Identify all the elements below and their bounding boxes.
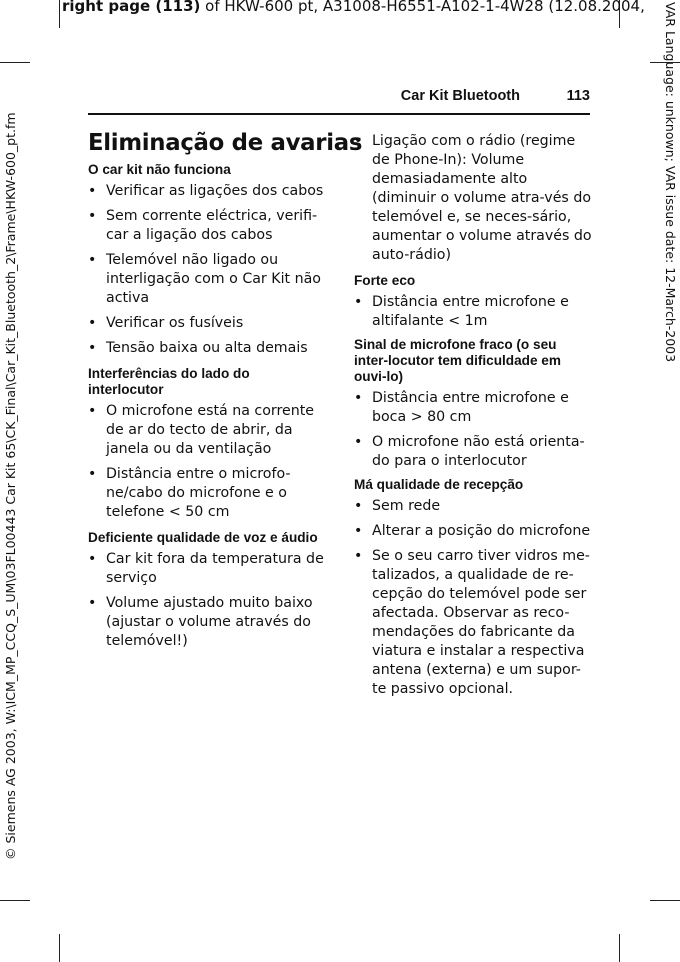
print-info-bold: right page (113) xyxy=(62,0,201,15)
bullet-list xyxy=(88,402,326,522)
crop-mark xyxy=(650,900,680,901)
bullet-list xyxy=(88,550,326,651)
page-title: Eliminação de avarias xyxy=(88,128,363,156)
header-title: Car Kit Bluetooth xyxy=(400,88,520,104)
list-item: • Distância entre microfone e boca > 80 cm xyxy=(354,389,592,427)
list-item: • Distância entre microfone e altifalante < 1m xyxy=(354,293,592,331)
crop-mark xyxy=(59,0,60,28)
bullet-list xyxy=(354,132,592,265)
page-number: 113 xyxy=(566,88,590,104)
list-item: • Car kit fora da temperatura de serviço xyxy=(88,550,326,588)
running-header xyxy=(88,88,590,110)
var-language-info: VAR Language: unknown; VAR issue date: 12-March-2003 xyxy=(663,2,678,363)
list-item: • Sem rede xyxy=(354,497,592,516)
crop-mark xyxy=(59,934,60,962)
crop-mark xyxy=(0,62,30,63)
list-item: • Sem corrente eléctrica, verifi-car a ligação dos cabos xyxy=(88,207,326,245)
section-heading: Forte eco xyxy=(354,273,416,288)
crop-mark xyxy=(0,900,30,901)
list-item: • Verificar os fusíveis xyxy=(88,314,326,333)
bullet-list xyxy=(88,182,326,358)
print-info-rest: of HKW-600 pt, A31008-H6551-A102-1-4W28 (12.08.2004, xyxy=(200,0,645,15)
crop-mark xyxy=(619,934,620,962)
section-heading: Má qualidade de recepção xyxy=(354,477,524,492)
left-column xyxy=(88,128,363,657)
list-item: • Telemóvel não ligado ou interligação com o Car Kit não activa xyxy=(88,251,326,308)
bullet-list xyxy=(354,497,592,699)
copyright-path: © Siemens AG 2003, W:\ICM_MP_CCQ_S_UM\03FL00443 Car Kit 65\CK_Final\Car_Kit_Bluetooth_2\Frame\HKW-600_pt.fm xyxy=(3,112,18,860)
header-rule xyxy=(88,113,590,115)
list-item: • Verificar as ligações dos cabos xyxy=(88,182,326,201)
section-heading: O car kit não funciona xyxy=(88,162,231,177)
right-column xyxy=(354,132,592,705)
list-item: • Distância entre o microfo-ne/cabo do microfone e o telefone < 50 cm xyxy=(88,465,326,522)
section-heading: Sinal de microfone fraco (o seu inter-locutor tem dificuldade em ouvi-lo) xyxy=(354,337,561,384)
list-item: • O microfone não está orienta-do para o interlocutor xyxy=(354,433,592,471)
bullet-list xyxy=(354,389,592,471)
list-item: • Alterar a posição do microfone xyxy=(354,522,592,541)
print-info-line xyxy=(62,0,645,15)
bullet-list xyxy=(354,293,592,331)
list-item: • O microfone está na corrente de ar do tecto de abrir, da janela ou da ventilação xyxy=(88,402,326,459)
section-heading: Interferências do lado do interlocutor xyxy=(88,366,250,397)
list-item: • Ligação com o rádio (regime de Phone-In): Volume demasiadamente alto (diminuir o volume atra-vés do telemóvel e, se neces-sário, aumentar o volume através do auto-rádio) xyxy=(354,132,592,265)
list-item: • Tensão baixa ou alta demais xyxy=(88,339,326,358)
list-item: • Volume ajustado muito baixo (ajustar o volume através do telemóvel!) xyxy=(88,594,326,651)
section-heading: Deficiente qualidade de voz e áudio xyxy=(88,530,318,545)
list-item: • Se o seu carro tiver vidros me-talizados, a qualidade de re-cepção do telemóvel pode ser afectada. Observar as reco-mendações do fabricante da viatura e instalar a respectiva antena (externa) e um supor-te passivo opcional. xyxy=(354,547,592,699)
